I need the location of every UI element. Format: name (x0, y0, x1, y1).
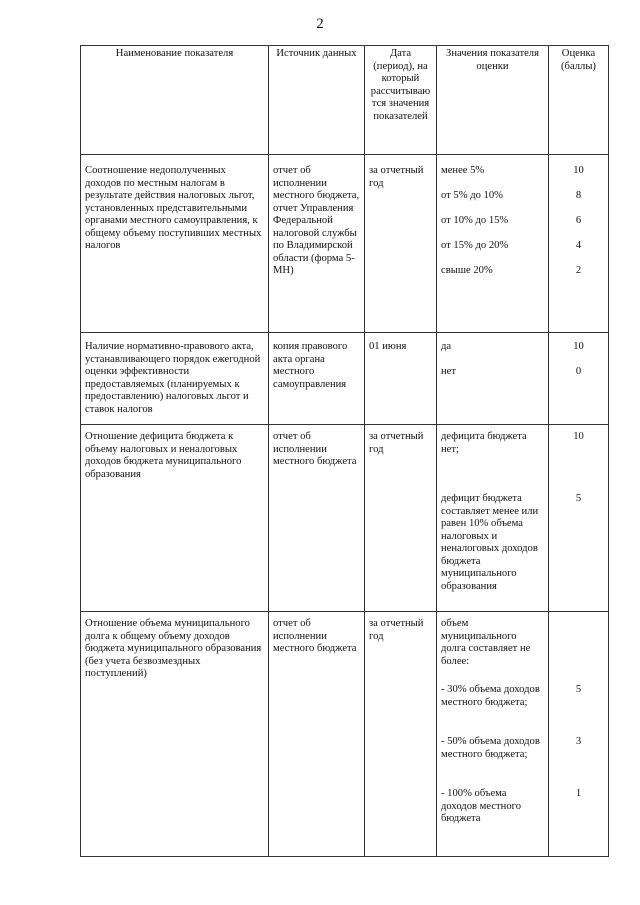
calc-period: 01 июня (365, 333, 437, 425)
value-item: от 5% до 10% (441, 190, 503, 201)
value-item: от 15% до 20% (441, 240, 509, 251)
indicator-name: Отношение дефицита бюджета к объему налоговых и неналоговых доходов бюджета муниципального образования (81, 425, 269, 612)
indicator-values (437, 333, 549, 425)
data-source: отчет об исполнении местного бюджета (269, 612, 365, 857)
value-item: нет (441, 366, 457, 377)
table-row (81, 155, 609, 333)
calc-period: за отчетный год (365, 612, 437, 857)
data-source: копия правового акта органа местного самоуправления (269, 333, 365, 425)
indicator-values (437, 425, 549, 612)
data-source: отчет об исполнении местного бюджета, отчет Управления Федеральной налоговой службы по Владимирской области (форма 5-МН) (269, 155, 365, 333)
score-values (549, 425, 609, 612)
score-item: 2 (575, 265, 582, 276)
score-item: 10 (573, 431, 584, 442)
indicator-values (437, 155, 549, 333)
score-item: 10 (573, 341, 584, 352)
value-item: да (441, 341, 452, 352)
value-item: менее 5% (441, 165, 485, 176)
score-values (549, 333, 609, 425)
calc-period: за отчетный год (365, 155, 437, 333)
score-item: 4 (575, 240, 582, 251)
header-date: Дата (период), на который рассчитываю тся значения показателей (365, 46, 437, 155)
value-item: свыше 20% (441, 265, 493, 276)
score-item: 3 (575, 736, 582, 747)
indicators-table (80, 45, 609, 857)
header-row (81, 46, 609, 155)
score-values (549, 155, 609, 333)
score-item: 8 (575, 190, 582, 201)
indicator-name: Отношение объема муниципального долга к общему объему доходов бюджета муниципального образования (без учета безвозмездных поступлений) (81, 612, 269, 857)
value-item: - 50% объема доходов местного бюджета; (441, 736, 540, 760)
table-row (81, 333, 609, 425)
indicator-values (437, 612, 549, 857)
score-item: 6 (575, 215, 582, 226)
score-item: 0 (575, 366, 582, 377)
values-intro: объем муниципального долга составляет не более: (441, 618, 531, 667)
header-score: Оценка (баллы) (549, 46, 609, 155)
table-row (81, 425, 609, 612)
value-item: - 30% объема доходов местного бюджета; (441, 684, 540, 708)
value-item: от 10% до 15% (441, 215, 509, 226)
header-values: Значения показателя оценки (437, 46, 549, 155)
indicator-name: Наличие нормативно-правового акта, устанавливающего порядок ежегодной оценки эффективности предоставляемых (планируемых к предоставлению) налоговых льгот и ставок налогов (81, 333, 269, 425)
score-item: 1 (575, 788, 582, 799)
table-row (81, 612, 609, 857)
value-item: дефицит бюджета составляет менее или равен 10% объема налоговых и неналоговых доходов бюджета муниципального образования (441, 493, 539, 592)
page-number: 2 (316, 16, 324, 32)
header-source: Источник данных (269, 46, 365, 155)
score-item: 5 (575, 684, 582, 695)
score-item: 5 (575, 493, 582, 504)
calc-period: за отчетный год (365, 425, 437, 612)
header-name: Наименование показателя (81, 46, 269, 155)
data-source: отчет об исполнении местного бюджета (269, 425, 365, 612)
score-item: 10 (573, 165, 584, 176)
value-item: - 100% объема доходов местного бюджета (441, 788, 521, 824)
score-values (549, 612, 609, 857)
indicator-name: Соотношение недополученных доходов по местным налогам в результате действия налоговых льгот, установленных представительными органами местного самоуправления, к общему объему поступивших местных налогов (81, 155, 269, 333)
value-item: дефицита бюджета нет; (441, 431, 527, 455)
